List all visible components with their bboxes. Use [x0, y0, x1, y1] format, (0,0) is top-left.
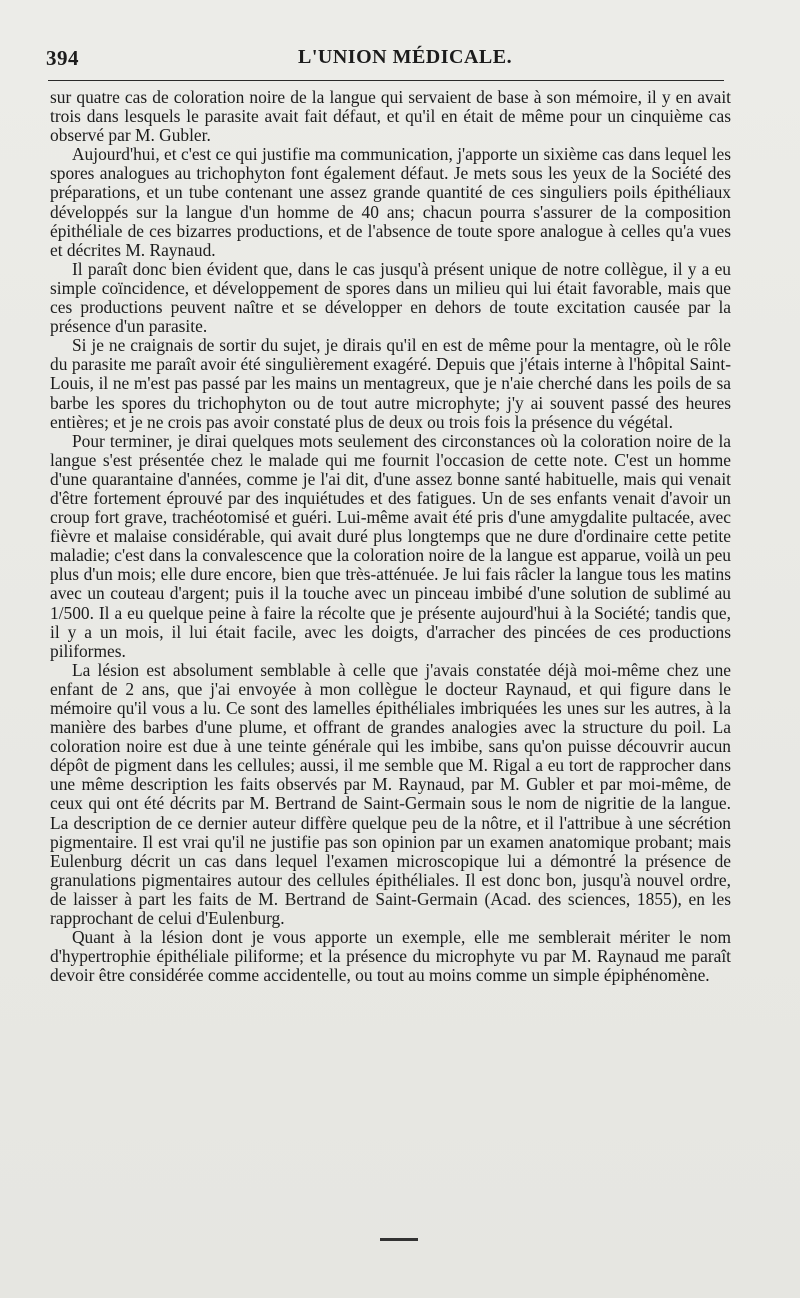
article-body	[50, 88, 731, 985]
paragraph-5: Pour terminer, je dirai quelques mots seulement des circonstances où la coloration noire de la langue s'est présentée chez le malade qui me fournit l'occasion de cette note. C'est un homme d'une quarantaine d'années, comme je l'ai dit, d'une assez bonne santé habituelle, mais qui venait d'être fortement éprouvé par des inquiétudes et des fatigues. Un de ses enfants venait d'avoir un croup fort grave, trachéotomisé et guéri. Lui-même avait été pris d'une amygdalite pultacée, avec fièvre et malaise considérable, qui avait duré plus longtemps que ne dure d'ordinaire cette petite maladie; c'est dans la convalescence que la coloration noire de la langue est apparue, voilà un peu plus d'un mois; elle dure encore, bien que très-atténuée. Je lui fais râcler la langue tous les matins avec un couteau d'argent; puis il la touche avec un pinceau imbibé d'une solution de sublimé au 1/500. Il a eu quelque peine à faire la récolte que je présente aujourd'hui à la Société; tandis que, il y a un mois, il lui était facile, avec les doigts, d'arracher des pincées de ces productions piliformes.	[50, 430, 731, 661]
page-number: 394	[46, 46, 79, 70]
paragraph-1: sur quatre cas de coloration noire de la langue qui servaient de base à son mémoire, il y en avait trois dans lesquels le parasite avait fait défaut, et qu'il en était de même pour un cinquième cas observé par M. Gubler.	[50, 87, 731, 146]
end-rule	[380, 1238, 418, 1241]
paragraph-4: Si je ne craignais de sortir du sujet, je dirais qu'il en est de même pour la mentagre, où le rôle du parasite me paraît avoir été singulièrement exagéré. Depuis que j'étais interne à l'hôpital Saint-Louis, il ne m'est pas passé par les mains un mentagreux, que je n'aie cherché dans les poils de sa barbe les spores du trichophyton ou de tout autre microphyte; j'y ai souvent passé des heures entières; et je ne crois pas avoir constaté plus de deux ou trois fois la présence du végétal.	[50, 335, 731, 432]
paragraph-6: La lésion est absolument semblable à celle que j'avais constatée déjà moi-même chez une enfant de 2 ans, que j'ai envoyée à mon collègue le docteur Raynaud, et qui figure dans le mémoire qu'il vous a lu. Ce sont des lamelles épithéliales imbriquées les unes sur les autres, à la manière des barbes d'une plume, et offrant de grandes analogies avec la structure du poil. La coloration noire est due à une teinte générale qui les imbibe, sans qu'on puisse découvrir aucun dépôt de pigment dans les cellules; aussi, il me semble que M. Rigal a eu tort de rapprocher dans une même description les faits observés par M. Raynaud, par M. Gubler et par moi-même, de ceux qui ont été décrits par M. Bertrand de Saint-Germain sous le nom de nigritie de la langue. La description de ce dernier auteur diffère quelque peu de la nôtre, et il l'attribue à une sécrétion pigmentaire. Il est vrai qu'il ne justifie pas son opinion par un examen anatomique probant; mais Eulenburg décrit un cas dans lequel l'examen microscopique lui a démontré la présence de granulations pigmentaires autour des cellules épithéliales. Il est donc bon, jusqu'à nouvel ordre, de laisser à part les faits de M. Bertrand de Saint-Germain (Acad. des sciences, 1855), en les rapprochant de celui d'Eulenburg.	[50, 659, 731, 929]
page-header	[46, 46, 726, 74]
paragraph-7: Quant à la lésion dont je vous apporte un exemple, elle me semblerait mériter le nom d'hypertrophie épithéliale piliforme; et la présence du microphyte vu par M. Raynaud me paraît devoir être considérée comme accidentelle, ou tout au moins comme un simple épiphénomène.	[50, 927, 731, 986]
running-head: L'UNION MÉDICALE.	[298, 46, 513, 68]
paragraph-2: Aujourd'hui, et c'est ce qui justifie ma communication, j'apporte un sixième cas dans lequel les spores analogues au trichophyton font également défaut. Je mets sous les yeux de la Société des préparations, et un tube contenant une assez grande quantité de ces singuliers poils épithéliaux développés sur la langue d'un homme de 40 ans; chacun pourra s'assurer de la composition épithéliale de ces bizarres productions, et de l'absence de toute spore analogue à celles qu'a vues et décrites M. Raynaud.	[50, 144, 731, 260]
header-rule	[48, 80, 724, 81]
paragraph-3: Il paraît donc bien évident que, dans le cas jusqu'à présent unique de notre collègue, il y a eu simple coïncidence, et développement de spores dans un milieu qui lui était favorable, mais que ces productions peuvent naître et se développer en dehors de toute excitation causée par la présence d'un parasite.	[50, 258, 731, 337]
